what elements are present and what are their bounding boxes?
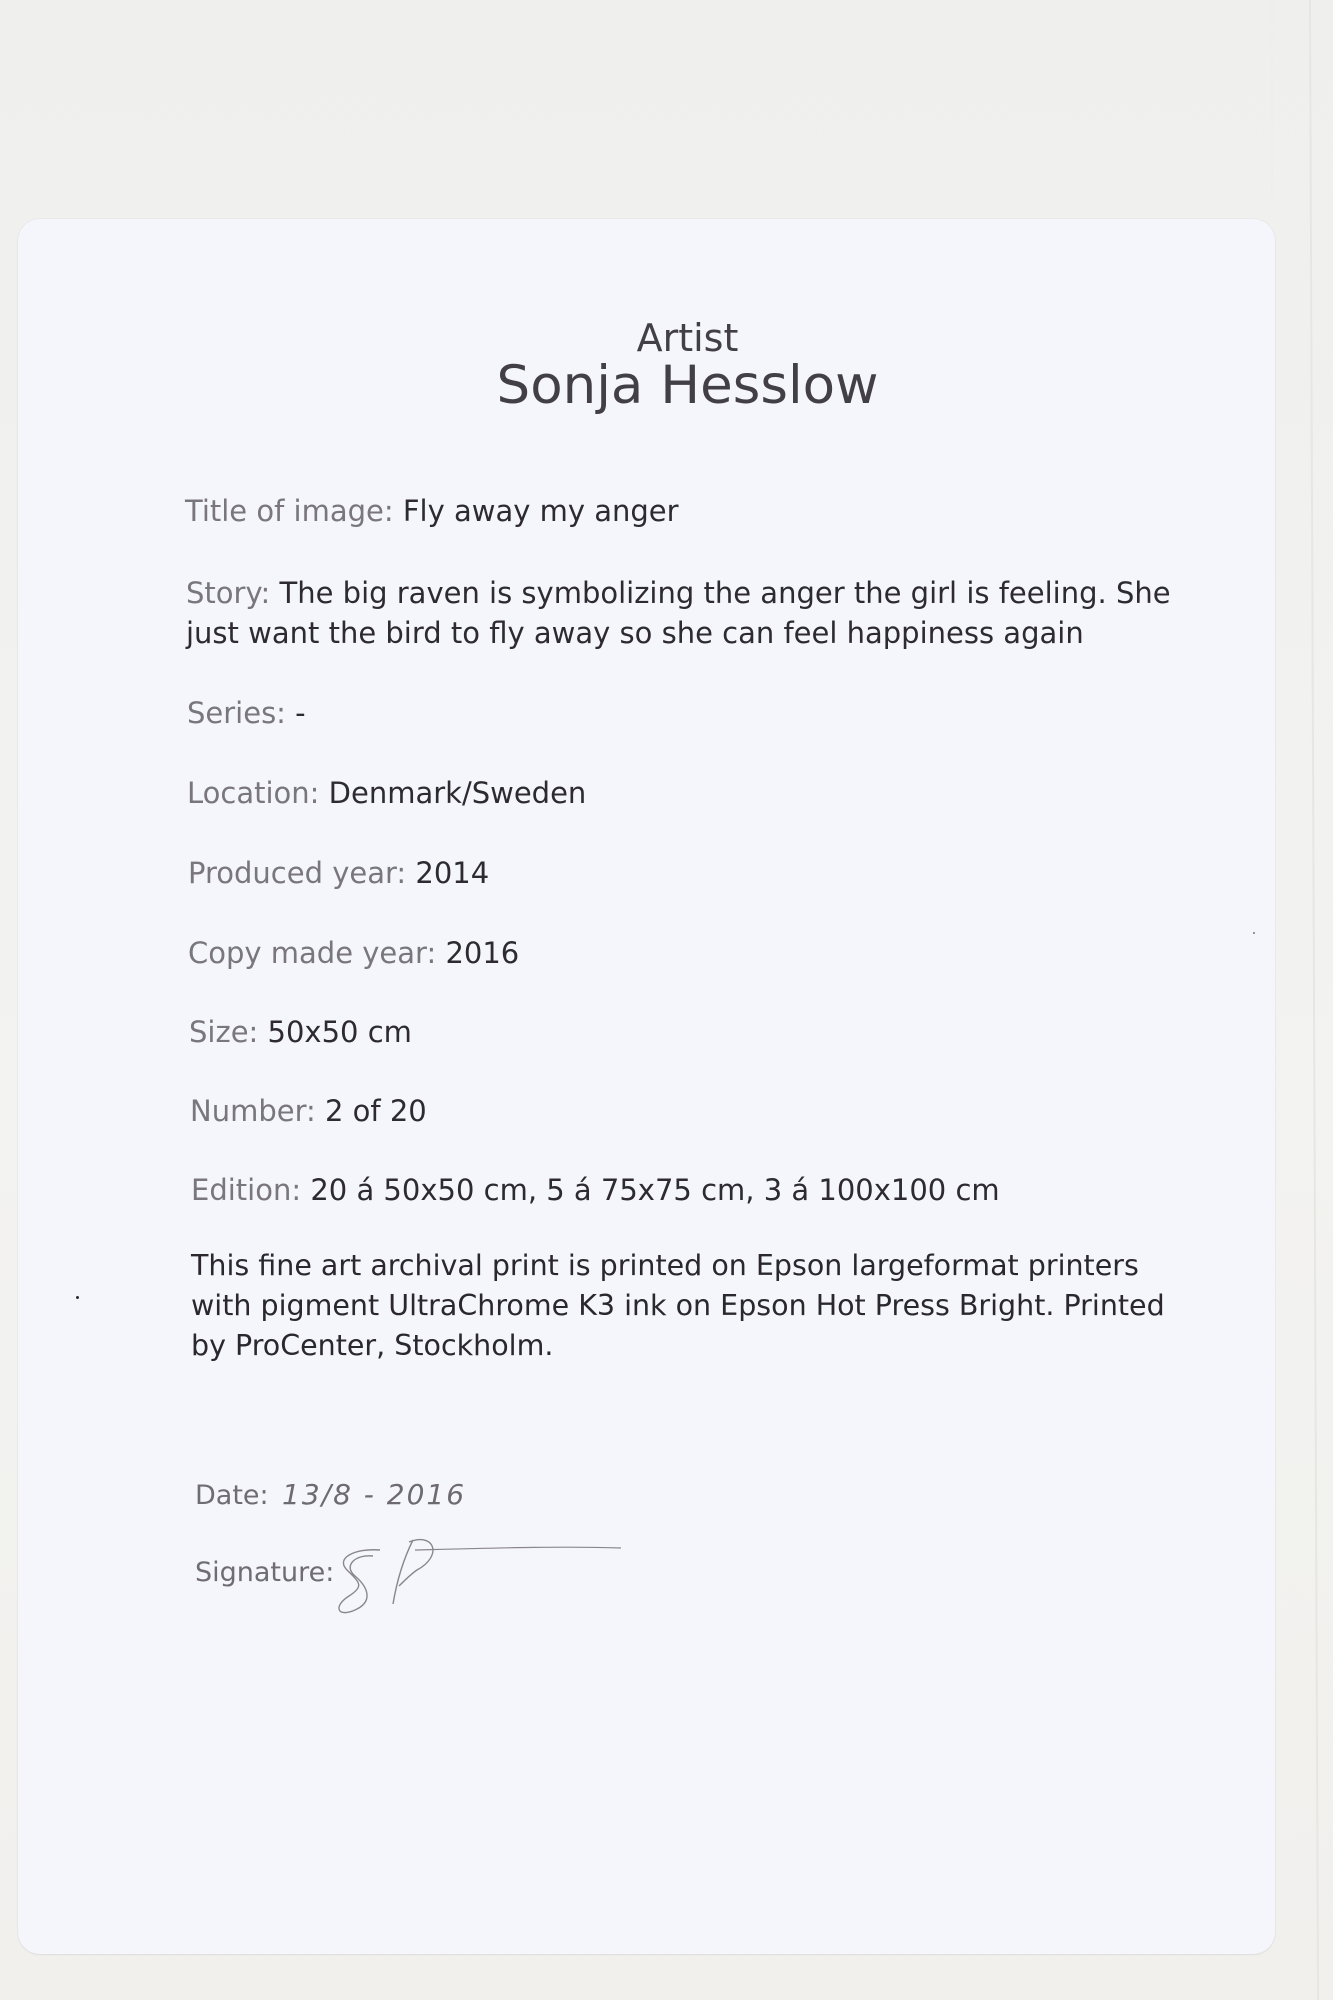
artist-name: Sonja Hesslow xyxy=(496,355,879,416)
series-field xyxy=(187,693,1187,733)
story-value: The big raven is symbolizing the anger the girl is feeling. She just want the bird to fly away so she can feel happiness again xyxy=(186,576,1171,650)
copy-year-value: 2016 xyxy=(445,936,520,970)
copy-year-field xyxy=(188,933,1188,973)
speck xyxy=(1253,932,1255,934)
certificate-card xyxy=(18,219,1275,1954)
number-label: Number: xyxy=(190,1094,316,1128)
produced-year-value: 2014 xyxy=(415,856,490,890)
date-label: Date: xyxy=(195,1480,269,1511)
story-label: Story: xyxy=(186,576,271,610)
series-value: - xyxy=(295,696,306,730)
title-field xyxy=(185,491,1185,531)
number-field xyxy=(190,1091,1190,1131)
size-field xyxy=(189,1012,1189,1052)
signature-mark xyxy=(325,1530,625,1620)
size-label: Size: xyxy=(189,1015,259,1049)
size-value: 50x50 cm xyxy=(267,1015,412,1049)
print-note: This fine art archival print is printed on Epson largeformat printers with pigment UltraChrome K3 ink on Epson Hot Press Bright. Printed by ProCenter, Stockholm. xyxy=(191,1249,1165,1362)
number-value: 2 of 20 xyxy=(324,1094,427,1128)
series-label: Series: xyxy=(187,696,286,730)
edition-label: Edition: xyxy=(191,1173,302,1207)
location-label: Location: xyxy=(187,776,320,810)
edition-value: 20 á 50x50 cm, 5 á 75x75 cm, 3 á 100x100 cm xyxy=(310,1173,1000,1207)
title-label: Title of image: xyxy=(185,494,394,528)
produced-year-label: Produced year: xyxy=(188,856,407,890)
artist-heading: Artist xyxy=(636,316,739,360)
date-handwritten: 13/8 - 2016 xyxy=(282,1478,467,1511)
edition-field xyxy=(191,1170,1191,1210)
speck xyxy=(76,1296,79,1299)
story-field xyxy=(186,573,1186,653)
produced-year-field xyxy=(188,853,1188,893)
signature-label: Signature: xyxy=(195,1557,335,1588)
location-field xyxy=(187,773,1187,813)
copy-year-label: Copy made year: xyxy=(188,936,437,970)
title-value: Fly away my anger xyxy=(402,494,679,528)
location-value: Denmark/Sweden xyxy=(328,776,587,810)
